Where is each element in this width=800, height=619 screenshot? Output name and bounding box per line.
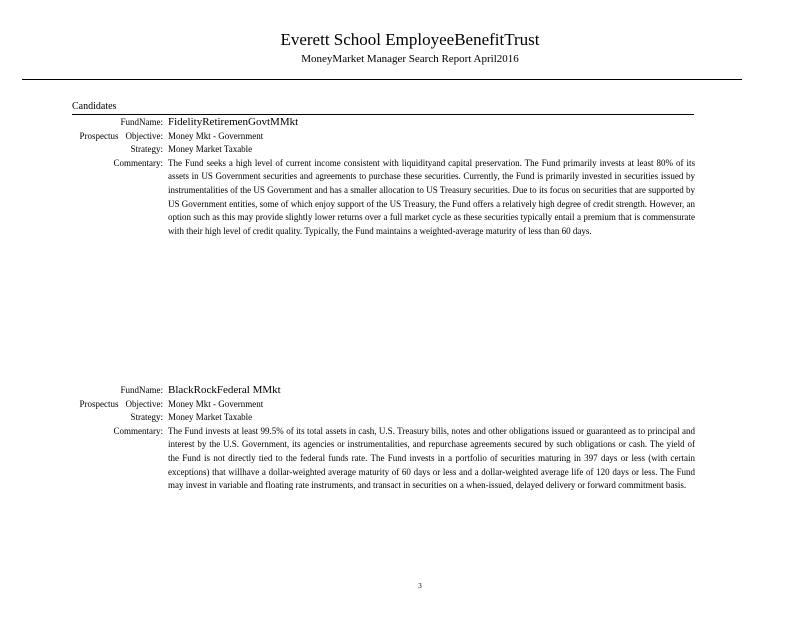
objective-label <box>80 130 164 144</box>
commentary-row <box>0 157 800 239</box>
objective-label-text: Objective: <box>125 398 163 409</box>
objective-label-text: Objective: <box>125 130 163 141</box>
fund-name-label: FundName: <box>120 385 163 395</box>
commentary-row <box>0 425 800 493</box>
fund-name-label: FundName: <box>120 117 163 127</box>
objective-value: Money Mkt - Government <box>168 130 264 141</box>
objective-label <box>80 398 164 412</box>
report-header <box>0 30 800 66</box>
strategy-value: Money Market Taxable <box>168 412 253 423</box>
commentary-label: Commentary: <box>113 157 163 168</box>
commentary-text: The Fund invests at least 99.5% of its total assets in cash, U.S. Treasury bills, notes and other obligations issued or guaranteed as to principal and interest by the U.S. Government, its agencies or instrumentalities, and repurchase agreements secured by such obligations or cash. The yield of the Fund is not directly tied to the federal funds rate. The Fund invests in a portfolio of securities maturing in 397 days or less (with certain exceptions) that willhave a dollar-weighted average maturity of 60 days or less and a dollar-weighted average life of 120 days or less. The Fund may invest in variable and floating rate instruments, and transact in securities on a when-issued, delayed delivery or forward commitment basis. <box>168 425 695 491</box>
strategy-label: Strategy: <box>130 144 163 155</box>
fund-name-value: FidelityRetiremenGovtMMkt <box>168 116 299 128</box>
prospectus-label: Prospectus <box>79 130 119 141</box>
report-subtitle: MoneyMarket Manager Search Report April2016 <box>301 53 519 65</box>
fund-name-row <box>0 116 800 130</box>
fund-entry <box>0 116 800 238</box>
fund-name-value: BlackRockFederal MMkt <box>168 384 281 396</box>
prospectus-label: Prospectus <box>79 398 119 409</box>
fund-name-row <box>0 384 800 398</box>
report-title: Everett School EmployeeBenefitTrust <box>280 30 540 49</box>
strategy-row <box>0 411 800 425</box>
objective-row <box>0 398 800 412</box>
objective-row <box>0 130 800 144</box>
strategy-label: Strategy: <box>130 412 163 423</box>
commentary-text: The Fund seeks a high level of current income consistent with liquidityand capital preservation. The Fund primarily invests at least 80% of its assets in US Government securities and agreements to purchase these securities. Currently, the Fund is primarily invested in securities issued by instrumentalities of the US Government and has a smaller allocation to US Treasury securities. Due to its focus on securities that are supported by US Government entities, some of which enjoy support of the US Treasury, the Fund offers a relatively high degree of credit strength. However, an option such as this may provide slightly lower returns over a full market cycle as these securities typically entail a premium that is commensurate with their high level of credit quality. Typically, the Fund maintains a weighted-average maturity of less than 60 days. <box>168 157 695 236</box>
section-heading: Candidates <box>72 101 117 112</box>
commentary-label: Commentary: <box>113 425 163 436</box>
page-number: 3 <box>418 582 422 590</box>
strategy-value: Money Market Taxable <box>168 144 253 155</box>
objective-value: Money Mkt - Government <box>168 398 264 409</box>
section-divider <box>72 114 694 115</box>
header-divider <box>22 79 742 80</box>
fund-entry <box>0 384 800 493</box>
strategy-row <box>0 143 800 157</box>
